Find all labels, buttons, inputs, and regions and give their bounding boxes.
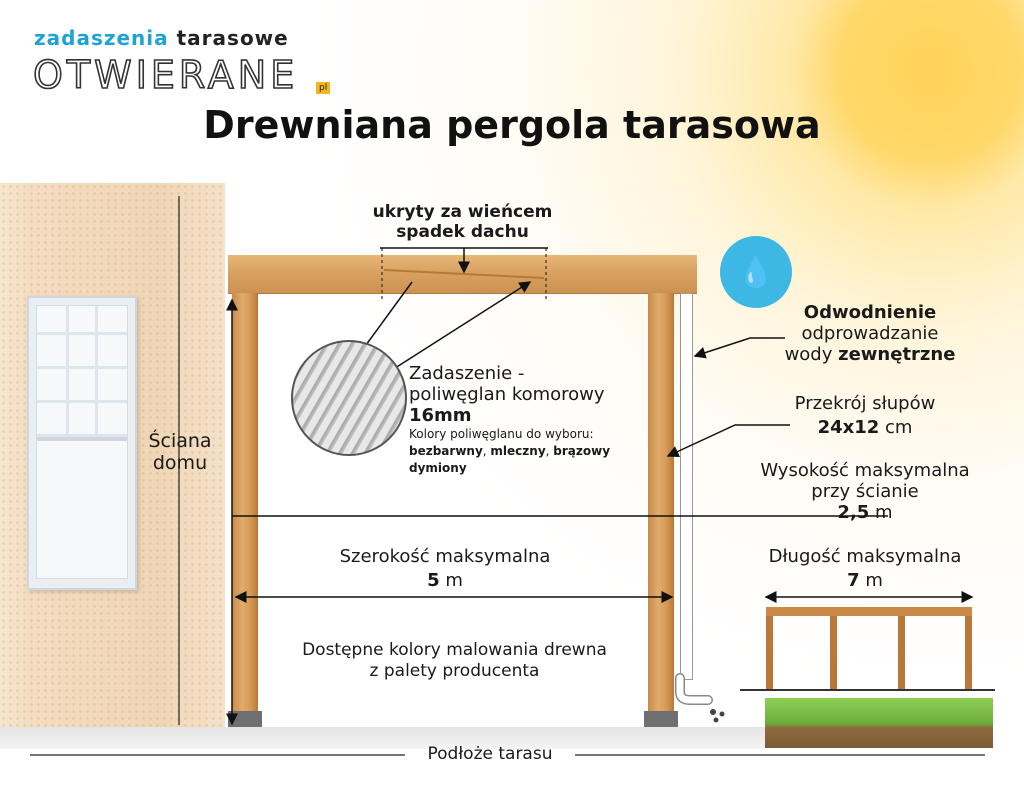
roofing-colors-list: bezbarwny, mleczny, brązowy bbox=[409, 444, 611, 458]
length-line1: Długość maksymalna bbox=[768, 546, 962, 567]
wood-colors-line2: z palety producenta bbox=[369, 661, 540, 681]
brand-tagline-a: zadaszenia bbox=[34, 26, 169, 50]
lens-pointer-1 bbox=[366, 282, 412, 345]
water-drop bbox=[710, 709, 716, 715]
length-label bbox=[755, 545, 975, 593]
brand-tagline-b: tarasowe bbox=[176, 26, 289, 50]
polycarbonate-detail-lens bbox=[291, 340, 407, 456]
wall-label bbox=[130, 430, 230, 474]
post-section-label bbox=[760, 392, 970, 440]
page-title: Drewniana pergola tarasowa bbox=[203, 103, 821, 147]
height-line2: przy ścianie bbox=[811, 481, 919, 502]
height-label bbox=[745, 460, 985, 523]
roofing-colors-last: dymiony bbox=[409, 461, 467, 475]
lens-pointer-2 bbox=[392, 282, 530, 370]
roof-slope-label bbox=[355, 202, 570, 242]
drain-line2: odprowadzanie bbox=[801, 323, 939, 344]
downpipe-water-icon: 💧 bbox=[720, 236, 792, 308]
roof-slope-line1: ukryty za wieńcem bbox=[372, 202, 553, 222]
brand-logo-suffix: pl bbox=[316, 82, 330, 94]
roofing-thickness: 16mm bbox=[409, 405, 472, 426]
drain-title: Odwodnienie bbox=[803, 302, 937, 323]
wood-colors-line1: Dostępne kolory malowania drewna bbox=[302, 640, 607, 660]
wall-label-line2: domu bbox=[152, 452, 208, 474]
width-line1: Szerokość maksymalna bbox=[339, 546, 551, 567]
drain-line3: wody zewnętrzne bbox=[784, 344, 956, 365]
roof-slope-line2: spadek dachu bbox=[396, 222, 529, 242]
height-line3: 2,5 m bbox=[837, 502, 893, 523]
grass-baseline bbox=[740, 689, 995, 691]
wall-label-line1: Ściana bbox=[148, 430, 212, 452]
wood-colors-label bbox=[282, 640, 627, 682]
post-line1: Przekrój słupów bbox=[794, 393, 936, 414]
roofing-line2: poliwęglan komorowy bbox=[409, 384, 605, 405]
post-line2: 24x12 cm bbox=[817, 417, 913, 438]
length-line2: 7 m bbox=[847, 570, 883, 591]
brand-logo: OTWIERANE bbox=[33, 53, 299, 97]
drain-label bbox=[770, 302, 970, 365]
roofing-line1: Zadaszenie - bbox=[409, 363, 525, 384]
grass-strip bbox=[765, 698, 993, 748]
height-line1: Wysokość maksymalna bbox=[760, 460, 970, 481]
floor-label: Podłoże tarasu bbox=[427, 744, 553, 764]
roofing-colors-heading: Kolory poliwęglanu do wyboru: bbox=[409, 427, 594, 441]
roofing-label bbox=[409, 363, 610, 477]
width-label bbox=[325, 545, 565, 593]
width-line2: 5 m bbox=[427, 570, 463, 591]
mini-pergola-side bbox=[762, 597, 974, 692]
